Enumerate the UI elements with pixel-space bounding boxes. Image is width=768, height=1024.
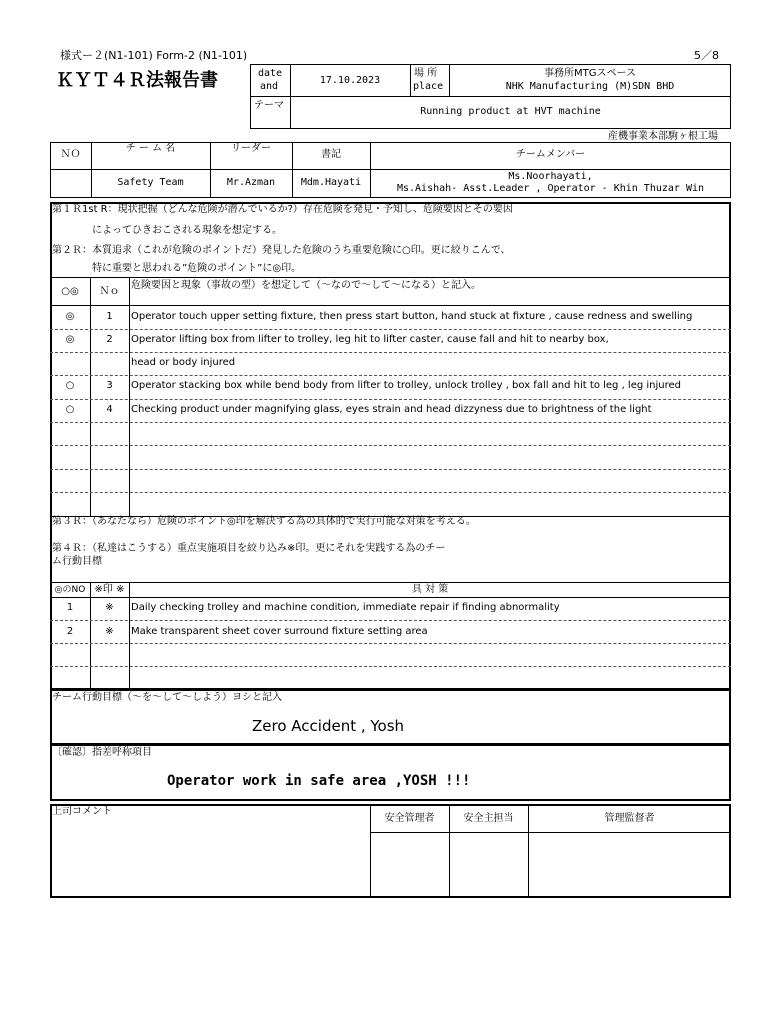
hazard-row-mark: ○ bbox=[65, 380, 75, 391]
round4-line1: 第４Ｒ：（私達はこうする）重点実施項目を絞り込み※印。更にそれを実践する為のチー bbox=[52, 543, 446, 554]
members-header: チームメンバー bbox=[515, 149, 586, 160]
measure-row-mark: ※ bbox=[105, 626, 114, 637]
members-value-1: Ms.Noorhayati, bbox=[508, 171, 593, 182]
leader-header: リーダー bbox=[231, 143, 271, 154]
hazard-row-mark: ○ bbox=[65, 404, 75, 415]
confirmation-label: 〔確認〕指差呼称項目 bbox=[52, 747, 152, 758]
hazard-row-mark: ◎ bbox=[65, 334, 75, 345]
place-value-company: NHK Manufacturing (M)SDN BHD bbox=[505, 81, 675, 92]
team-name-header: チ ー ム 名 bbox=[125, 143, 176, 154]
measure-mark-header: ※印 ※ bbox=[94, 584, 125, 595]
hazard-row-mark: ◎ bbox=[65, 311, 75, 322]
hazard-desc-header: 危険要因と現象（事故の型）を想定して（～なので～して～になる）と記入。 bbox=[131, 280, 481, 291]
round2-line1: 第２Ｒ：本質追求（これが危険のポイントだ）発見した危険のうち重要危険に○印。更に絞りこんで、 bbox=[52, 245, 511, 256]
date-label-and: and bbox=[260, 81, 279, 92]
hazard-no-header: Ｎｏ bbox=[99, 286, 120, 297]
theme-label: テーマ bbox=[254, 100, 284, 111]
measure-row-text: Daily checking trolley and machine condition, immediate repair if finding abnormality bbox=[131, 602, 560, 613]
secretary-header: 書記 bbox=[321, 149, 341, 160]
place-value: 事務所MTGスペース bbox=[544, 68, 636, 79]
supervisor-comment-label: 上司コメント bbox=[52, 806, 112, 817]
measure-row-mark: ※ bbox=[105, 602, 114, 613]
hazard-row-no: 2 bbox=[106, 334, 113, 345]
round2-line2: 特に重要と思われる”危険のポイント”に◎印。 bbox=[92, 263, 302, 274]
hazard-row-no: 3 bbox=[106, 380, 113, 391]
safety-officer-label: 安全主担当 bbox=[463, 813, 514, 824]
measure-row-no: 1 bbox=[66, 602, 74, 613]
date-label: date bbox=[258, 68, 283, 79]
round1-line1: 第１Ｒ1st R：現状把握（どんな危険が潜んでいるか?）存在危険を発見・予知し、危険要因とその要因 bbox=[52, 204, 513, 215]
hazard-row-text: head or body injured bbox=[131, 357, 236, 368]
team-goal-label: チーム行動目標（～を～して～しよう）ヨシと記入 bbox=[52, 692, 282, 703]
safety-manager-label: 安全管理者 bbox=[384, 813, 435, 824]
place-label-en: place bbox=[413, 81, 444, 92]
measure-no-header: ◎のNO bbox=[54, 585, 86, 595]
place-label-jp: 場 所 bbox=[414, 68, 438, 79]
department: 産機事業本部駒ヶ根工場 bbox=[608, 131, 718, 142]
round4-line2: ム行動目標 bbox=[52, 556, 102, 567]
round3-line1: 第３Ｒ：（あなたなら）危険のポイント◎印を解決する為の具体的で実行可能な対策を考える。 bbox=[52, 516, 476, 527]
leader-value: Mr.Azman bbox=[226, 177, 276, 188]
team-name-value: Safety Team bbox=[117, 177, 184, 188]
hazard-row-no: 1 bbox=[106, 311, 113, 322]
members-value-2: Ms.Aishah- Asst.Leader , Operator - Khin Thuzar Win bbox=[396, 183, 705, 194]
supervisor-label: 管理監督者 bbox=[604, 813, 655, 824]
form-code: 様式ー２(N1-101) Form-2 (N1-101) bbox=[60, 49, 248, 62]
measure-row-no: 2 bbox=[66, 626, 74, 637]
date-value: 17.10.2023 bbox=[319, 75, 381, 86]
team-goal-value: Zero Accident , Yosh bbox=[252, 717, 405, 735]
hazard-row-text: Checking product under magnifying glass, eyes strain and head dizzyness due to brightness of the light bbox=[131, 404, 652, 415]
theme-value: Running product at HVT machine bbox=[420, 106, 601, 117]
report-title: ＫＹＴ４Ｒ法報告書 bbox=[56, 70, 218, 91]
measure-desc-header: 具 対 策 bbox=[411, 584, 449, 595]
page-number: 5／8 bbox=[694, 49, 719, 62]
hazard-mark-header: ○◎ bbox=[61, 286, 79, 297]
team-no-header: ＮＯ bbox=[60, 149, 81, 160]
measure-row-text: Make transparent sheet cover surround fixture setting area bbox=[131, 626, 428, 637]
hazard-row-text: Operator touch upper setting fixture, then press start button, hand stuck at fixture , cause redness and swelling bbox=[131, 311, 693, 322]
hazard-row-text: Operator lifting box from lifter to trolley, leg hit to lifter caster, cause fall and hit to nearby box, bbox=[131, 334, 609, 345]
kyt-main-section bbox=[50, 202, 731, 690]
confirmation-value: Operator work in safe area ,YOSH !!! bbox=[167, 773, 471, 789]
round1-line2: によってひきおこされる現象を想定する。 bbox=[92, 225, 282, 236]
hazard-row-no: 4 bbox=[106, 404, 113, 415]
hazard-row-text: Operator stacking box while bend body from lifter to trolley, unlock trolley , box fall and hit to leg , leg injured bbox=[131, 380, 682, 391]
secretary-value: Mdm.Hayati bbox=[300, 177, 362, 188]
